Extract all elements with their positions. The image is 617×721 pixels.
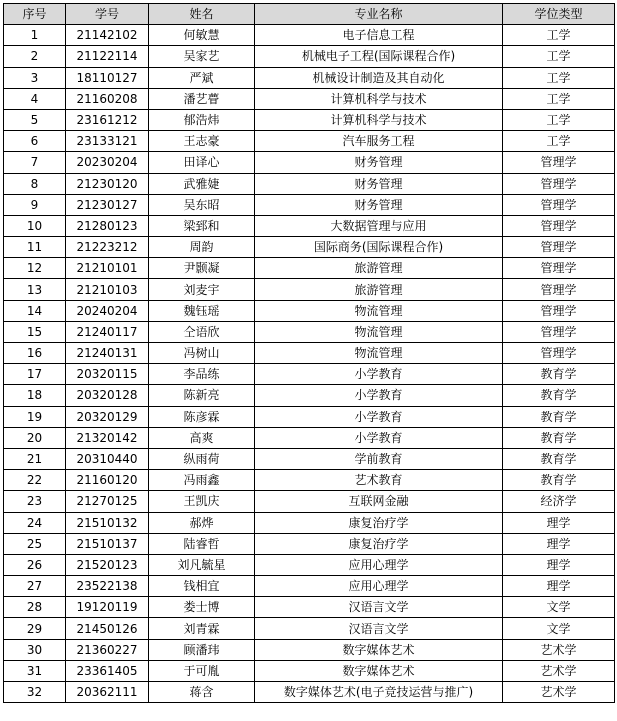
cell-serial-number: 10 — [4, 215, 66, 236]
cell-major: 小学教育 — [255, 427, 503, 448]
cell-name: 陈彦霖 — [149, 406, 255, 427]
table-row — [4, 25, 615, 46]
cell-serial-number: 24 — [4, 512, 66, 533]
cell-major: 汉语言文学 — [255, 597, 503, 618]
cell-name: 娄士博 — [149, 597, 255, 618]
cell-student-id: 21270125 — [66, 491, 149, 512]
cell-student-id: 20320115 — [66, 364, 149, 385]
cell-serial-number: 11 — [4, 237, 66, 258]
cell-student-id: 21450126 — [66, 618, 149, 639]
cell-student-id: 21520123 — [66, 554, 149, 575]
cell-major: 计算机科学与技术 — [255, 88, 503, 109]
table-row — [4, 215, 615, 236]
cell-serial-number: 12 — [4, 258, 66, 279]
table-row — [4, 364, 615, 385]
cell-degree-type: 工学 — [503, 25, 615, 46]
cell-student-id: 21210101 — [66, 258, 149, 279]
cell-serial-number: 2 — [4, 46, 66, 67]
cell-serial-number: 21 — [4, 448, 66, 469]
cell-name: 何敏慧 — [149, 25, 255, 46]
table-body — [4, 25, 615, 703]
cell-major: 康复治疗学 — [255, 533, 503, 554]
cell-serial-number: 9 — [4, 194, 66, 215]
cell-serial-number: 14 — [4, 300, 66, 321]
cell-student-id: 21280123 — [66, 215, 149, 236]
cell-major: 数字媒体艺术 — [255, 639, 503, 660]
cell-major: 应用心理学 — [255, 576, 503, 597]
cell-major: 学前教育 — [255, 448, 503, 469]
cell-major: 数字媒体艺术(电子竞技运营与推广) — [255, 682, 503, 703]
cell-degree-type: 经济学 — [503, 491, 615, 512]
table-row — [4, 554, 615, 575]
cell-major: 机械电子工程(国际课程合作) — [255, 46, 503, 67]
cell-major: 汉语言文学 — [255, 618, 503, 639]
cell-degree-type: 教育学 — [503, 364, 615, 385]
cell-degree-type: 管理学 — [503, 237, 615, 258]
cell-major: 物流管理 — [255, 300, 503, 321]
cell-student-id: 23133121 — [66, 131, 149, 152]
cell-serial-number: 31 — [4, 660, 66, 681]
table-row — [4, 88, 615, 109]
cell-major: 汽车服务工程 — [255, 131, 503, 152]
cell-name: 于可胤 — [149, 660, 255, 681]
cell-student-id: 21320142 — [66, 427, 149, 448]
cell-serial-number: 26 — [4, 554, 66, 575]
table-row — [4, 385, 615, 406]
cell-major: 康复治疗学 — [255, 512, 503, 533]
cell-degree-type: 艺术学 — [503, 682, 615, 703]
table-header-row — [4, 4, 615, 25]
cell-student-id: 21510137 — [66, 533, 149, 554]
table-row — [4, 576, 615, 597]
cell-student-id: 23522138 — [66, 576, 149, 597]
cell-name: 刘凡毓星 — [149, 554, 255, 575]
table-row — [4, 152, 615, 173]
cell-serial-number: 13 — [4, 279, 66, 300]
cell-degree-type: 教育学 — [503, 385, 615, 406]
table-row — [4, 258, 615, 279]
table-row — [4, 343, 615, 364]
header-serial-number: 序号 — [4, 4, 66, 25]
cell-name: 严斌 — [149, 67, 255, 88]
cell-serial-number: 3 — [4, 67, 66, 88]
cell-student-id: 20320129 — [66, 406, 149, 427]
cell-degree-type: 教育学 — [503, 427, 615, 448]
cell-degree-type: 教育学 — [503, 470, 615, 491]
table-row — [4, 427, 615, 448]
cell-degree-type: 教育学 — [503, 448, 615, 469]
cell-major: 物流管理 — [255, 343, 503, 364]
cell-student-id: 19120119 — [66, 597, 149, 618]
cell-serial-number: 1 — [4, 25, 66, 46]
table-row — [4, 300, 615, 321]
cell-name: 蒋含 — [149, 682, 255, 703]
cell-degree-type: 理学 — [503, 554, 615, 575]
table-row — [4, 448, 615, 469]
cell-name: 梁郅和 — [149, 215, 255, 236]
cell-major: 旅游管理 — [255, 258, 503, 279]
cell-major: 小学教育 — [255, 406, 503, 427]
table-row — [4, 67, 615, 88]
cell-degree-type: 工学 — [503, 46, 615, 67]
table-row — [4, 237, 615, 258]
cell-name: 刘麦宇 — [149, 279, 255, 300]
cell-name: 潘艺瞢 — [149, 88, 255, 109]
header-name: 姓名 — [149, 4, 255, 25]
cell-degree-type: 管理学 — [503, 258, 615, 279]
cell-student-id: 23361405 — [66, 660, 149, 681]
cell-name: 仝语欣 — [149, 321, 255, 342]
cell-student-id: 20362111 — [66, 682, 149, 703]
table-row — [4, 173, 615, 194]
table-row — [4, 491, 615, 512]
cell-student-id: 21230127 — [66, 194, 149, 215]
cell-name: 高爽 — [149, 427, 255, 448]
cell-major: 机械设计制造及其自动化 — [255, 67, 503, 88]
cell-major: 应用心理学 — [255, 554, 503, 575]
cell-student-id: 21122114 — [66, 46, 149, 67]
cell-serial-number: 25 — [4, 533, 66, 554]
table-row — [4, 597, 615, 618]
table-row — [4, 512, 615, 533]
cell-student-id: 21223212 — [66, 237, 149, 258]
cell-name: 王凯庆 — [149, 491, 255, 512]
cell-serial-number: 19 — [4, 406, 66, 427]
cell-name: 陆睿哲 — [149, 533, 255, 554]
table-row — [4, 194, 615, 215]
cell-serial-number: 27 — [4, 576, 66, 597]
cell-name: 尹颢凝 — [149, 258, 255, 279]
cell-student-id: 21510132 — [66, 512, 149, 533]
cell-major: 小学教育 — [255, 364, 503, 385]
cell-degree-type: 文学 — [503, 618, 615, 639]
cell-name: 冯树山 — [149, 343, 255, 364]
header-student-id: 学号 — [66, 4, 149, 25]
cell-degree-type: 工学 — [503, 67, 615, 88]
cell-name: 郝烨 — [149, 512, 255, 533]
cell-name: 吴家艺 — [149, 46, 255, 67]
cell-serial-number: 4 — [4, 88, 66, 109]
cell-degree-type: 管理学 — [503, 173, 615, 194]
cell-student-id: 21210103 — [66, 279, 149, 300]
cell-major: 电子信息工程 — [255, 25, 503, 46]
cell-degree-type: 管理学 — [503, 300, 615, 321]
table-row — [4, 109, 615, 130]
cell-name: 钱相宜 — [149, 576, 255, 597]
cell-serial-number: 16 — [4, 343, 66, 364]
cell-major: 财务管理 — [255, 194, 503, 215]
cell-student-id: 21230120 — [66, 173, 149, 194]
cell-degree-type: 理学 — [503, 576, 615, 597]
cell-student-id: 20310440 — [66, 448, 149, 469]
cell-student-id: 21360227 — [66, 639, 149, 660]
cell-name: 李品练 — [149, 364, 255, 385]
cell-student-id: 20320128 — [66, 385, 149, 406]
cell-name: 顾潘玮 — [149, 639, 255, 660]
cell-degree-type: 工学 — [503, 131, 615, 152]
cell-student-id: 21240117 — [66, 321, 149, 342]
cell-serial-number: 15 — [4, 321, 66, 342]
cell-serial-number: 6 — [4, 131, 66, 152]
cell-degree-type: 管理学 — [503, 343, 615, 364]
cell-major: 财务管理 — [255, 173, 503, 194]
cell-degree-type: 工学 — [503, 88, 615, 109]
cell-name: 武雅婕 — [149, 173, 255, 194]
cell-student-id: 23161212 — [66, 109, 149, 130]
cell-name: 周韵 — [149, 237, 255, 258]
table-row — [4, 660, 615, 681]
cell-name: 魏钰瑶 — [149, 300, 255, 321]
cell-major: 互联网金融 — [255, 491, 503, 512]
cell-major: 数字媒体艺术 — [255, 660, 503, 681]
cell-name: 王志豪 — [149, 131, 255, 152]
table-row — [4, 533, 615, 554]
cell-degree-type: 艺术学 — [503, 660, 615, 681]
cell-degree-type: 教育学 — [503, 406, 615, 427]
cell-student-id: 21142102 — [66, 25, 149, 46]
cell-serial-number: 32 — [4, 682, 66, 703]
cell-major: 艺术教育 — [255, 470, 503, 491]
cell-serial-number: 5 — [4, 109, 66, 130]
cell-degree-type: 理学 — [503, 512, 615, 533]
table-row — [4, 639, 615, 660]
cell-major: 大数据管理与应用 — [255, 215, 503, 236]
cell-serial-number: 7 — [4, 152, 66, 173]
cell-major: 小学教育 — [255, 385, 503, 406]
cell-serial-number: 29 — [4, 618, 66, 639]
cell-serial-number: 20 — [4, 427, 66, 448]
table-row — [4, 46, 615, 67]
cell-name: 田译心 — [149, 152, 255, 173]
cell-name: 陈新亮 — [149, 385, 255, 406]
cell-degree-type: 管理学 — [503, 194, 615, 215]
cell-degree-type: 管理学 — [503, 321, 615, 342]
cell-name: 冯雨鑫 — [149, 470, 255, 491]
cell-major: 物流管理 — [255, 321, 503, 342]
cell-degree-type: 文学 — [503, 597, 615, 618]
cell-name: 郁浩炜 — [149, 109, 255, 130]
cell-degree-type: 工学 — [503, 109, 615, 130]
cell-degree-type: 管理学 — [503, 215, 615, 236]
cell-major: 财务管理 — [255, 152, 503, 173]
cell-serial-number: 28 — [4, 597, 66, 618]
cell-major: 国际商务(国际课程合作) — [255, 237, 503, 258]
cell-student-id: 20240204 — [66, 300, 149, 321]
cell-serial-number: 22 — [4, 470, 66, 491]
table-row — [4, 682, 615, 703]
header-degree-type: 学位类型 — [503, 4, 615, 25]
cell-serial-number: 23 — [4, 491, 66, 512]
cell-serial-number: 8 — [4, 173, 66, 194]
cell-major: 计算机科学与技术 — [255, 109, 503, 130]
cell-student-id: 21160120 — [66, 470, 149, 491]
cell-name: 吴东昭 — [149, 194, 255, 215]
cell-major: 旅游管理 — [255, 279, 503, 300]
cell-degree-type: 管理学 — [503, 279, 615, 300]
cell-student-id: 18110127 — [66, 67, 149, 88]
student-degree-table — [3, 3, 615, 703]
cell-degree-type: 艺术学 — [503, 639, 615, 660]
cell-serial-number: 30 — [4, 639, 66, 660]
table-row — [4, 470, 615, 491]
cell-name: 纵雨荷 — [149, 448, 255, 469]
table-row — [4, 321, 615, 342]
header-major: 专业名称 — [255, 4, 503, 25]
table-row — [4, 406, 615, 427]
table-row — [4, 131, 615, 152]
table-row — [4, 618, 615, 639]
cell-degree-type: 理学 — [503, 533, 615, 554]
cell-student-id: 21160208 — [66, 88, 149, 109]
cell-serial-number: 17 — [4, 364, 66, 385]
cell-student-id: 21240131 — [66, 343, 149, 364]
cell-serial-number: 18 — [4, 385, 66, 406]
cell-name: 刘青霖 — [149, 618, 255, 639]
table-row — [4, 279, 615, 300]
cell-degree-type: 管理学 — [503, 152, 615, 173]
cell-student-id: 20230204 — [66, 152, 149, 173]
